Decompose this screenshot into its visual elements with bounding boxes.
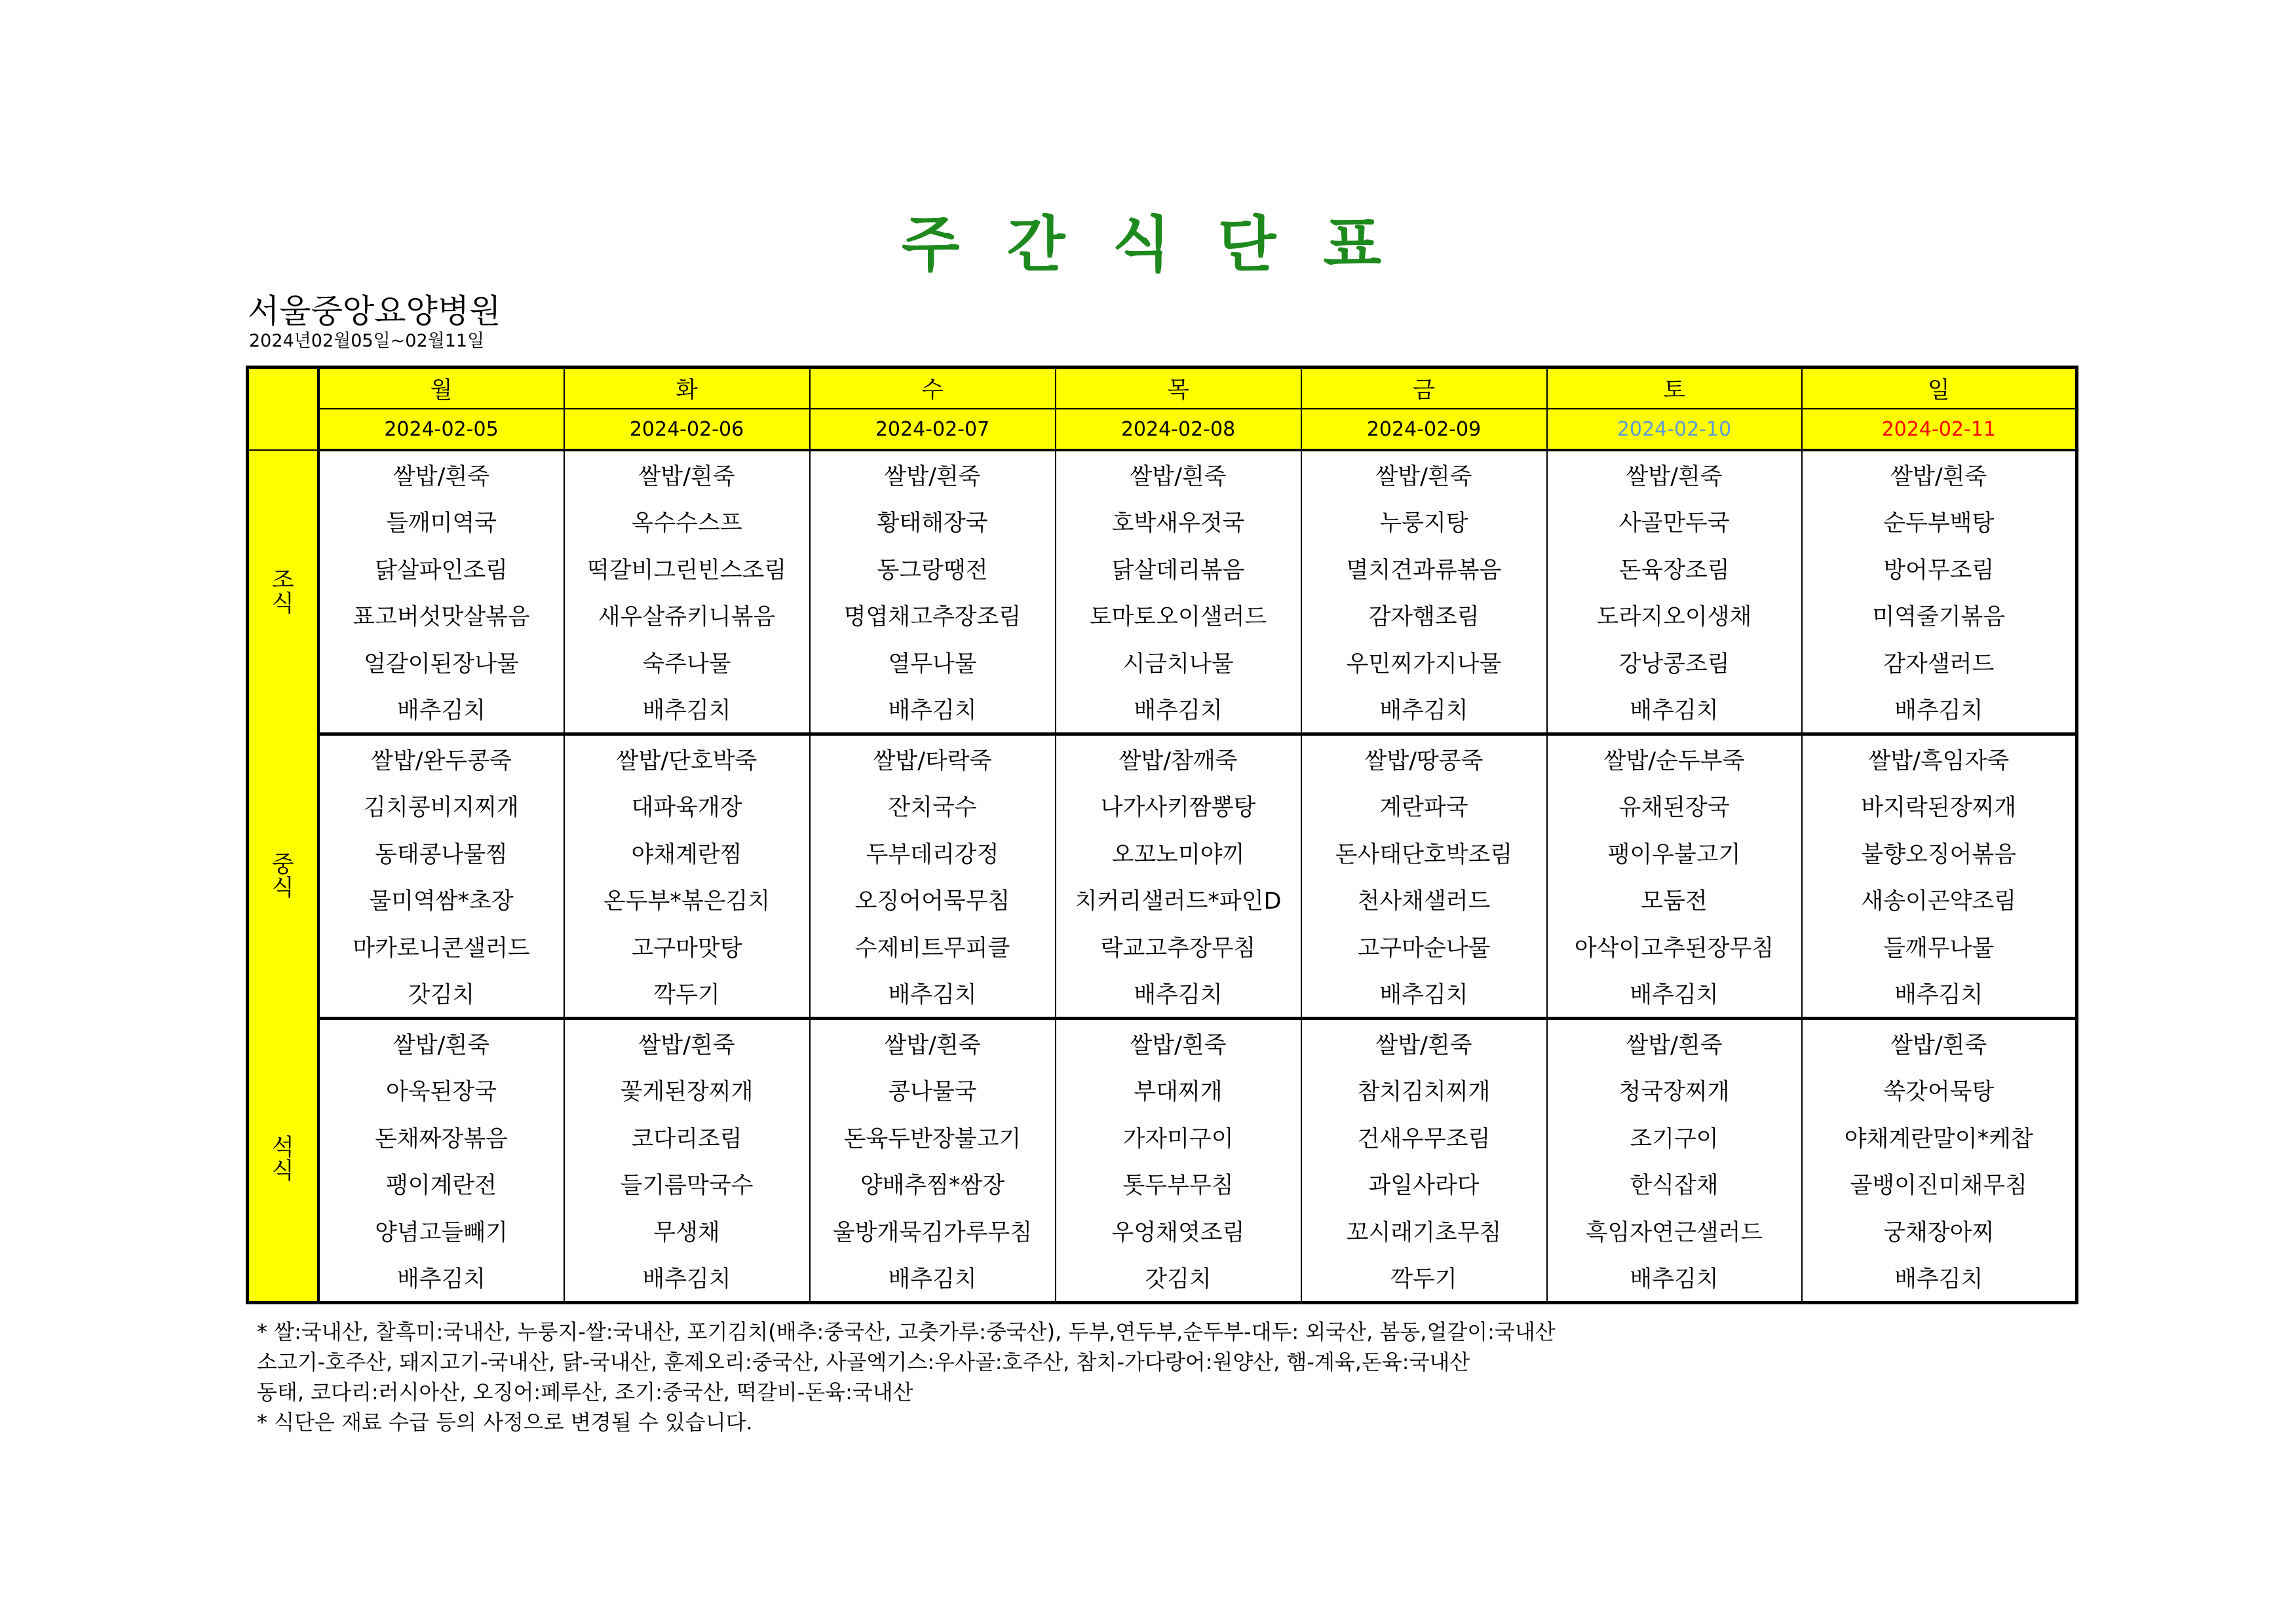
menu-item-cell: 쌀밥/흰죽: [1547, 1019, 1802, 1067]
menu-item-cell: 부대찌개: [1056, 1067, 1301, 1114]
menu-item-cell: 시금치나물: [1056, 639, 1301, 686]
weekly-menu-table: [246, 366, 2078, 1304]
menu-item-cell: 새송이곤약조림: [1802, 877, 2077, 924]
menu-item-cell: 꽃게된장찌개: [564, 1067, 810, 1114]
menu-item-cell: 오징어어묵무침: [810, 877, 1056, 924]
menu-item-cell: 들깨무나물: [1802, 923, 2077, 970]
menu-row: [248, 592, 2077, 639]
menu-row: [248, 639, 2077, 686]
menu-item-cell: 톳두부무침: [1056, 1161, 1301, 1208]
menu-item-cell: 수제비트무피클: [810, 923, 1056, 970]
menu-item-cell: 깍두기: [1301, 1255, 1547, 1303]
day-name-cell: 월: [318, 368, 564, 409]
menu-item-cell: 김치콩비지찌개: [318, 783, 564, 830]
menu-item-cell: 모둠전: [1547, 877, 1802, 924]
header-corner: [248, 368, 318, 451]
menu-item-cell: 바지락된장찌개: [1802, 783, 2077, 830]
date-cell: 2024-02-11: [1802, 409, 2077, 450]
menu-item-cell: 토마토오이샐러드: [1056, 592, 1301, 639]
menu-item-cell: 과일사라다: [1301, 1161, 1547, 1208]
menu-item-cell: 무생채: [564, 1207, 810, 1255]
menu-row: [248, 499, 2077, 546]
menu-item-cell: 떡갈비그린빈스조림: [564, 545, 810, 592]
menu-item-cell: 돈채짜장볶음: [318, 1114, 564, 1161]
menu-row: [248, 1255, 2077, 1303]
menu-item-cell: 배추김치: [1802, 1255, 2077, 1303]
menu-item-cell: 갓김치: [318, 970, 564, 1019]
menu-item-cell: 조기구이: [1547, 1114, 1802, 1161]
date-cell: 2024-02-09: [1301, 409, 1547, 450]
date-cell: 2024-02-10: [1547, 409, 1802, 450]
menu-item-cell: 옥수수스프: [564, 499, 810, 546]
menu-item-cell: 쌀밥/타락죽: [810, 734, 1056, 783]
menu-row: [248, 1019, 2077, 1067]
meal-label-text: 중 식: [271, 851, 294, 901]
menu-row: [248, 877, 2077, 924]
menu-item-cell: 아삭이고추된장무침: [1547, 923, 1802, 970]
menu-item-cell: 가자미구이: [1056, 1114, 1301, 1161]
menu-item-cell: 표고버섯맛살볶음: [318, 592, 564, 639]
menu-row: [248, 1161, 2077, 1208]
menu-item-cell: 청국장찌개: [1547, 1067, 1802, 1114]
day-header-row: [248, 368, 2077, 409]
menu-item-cell: 갓김치: [1056, 1255, 1301, 1303]
menu-item-cell: 한식잡채: [1547, 1161, 1802, 1208]
menu-item-cell: 돈육두반장불고기: [810, 1114, 1056, 1161]
menu-item-cell: 배추김치: [810, 1255, 1056, 1303]
menu-item-cell: 쌀밥/땅콩죽: [1301, 734, 1547, 783]
menu-item-cell: 명엽채고추장조림: [810, 592, 1056, 639]
menu-item-cell: 양배추찜*쌈장: [810, 1161, 1056, 1208]
hospital-name: 서울중앙요양병원: [248, 292, 501, 330]
menu-row: [248, 1067, 2077, 1114]
menu-item-cell: 배추김치: [1547, 686, 1802, 734]
menu-item-cell: 천사채샐러드: [1301, 877, 1547, 924]
menu-item-cell: 쑥갓어묵탕: [1802, 1067, 2077, 1114]
menu-item-cell: 쌀밥/흰죽: [1056, 1019, 1301, 1067]
menu-item-cell: 배추김치: [810, 970, 1056, 1019]
menu-item-cell: 배추김치: [1056, 686, 1301, 734]
menu-item-cell: 배추김치: [1802, 686, 2077, 734]
menu-item-cell: 계란파국: [1301, 783, 1547, 830]
menu-item-cell: 배추김치: [810, 686, 1056, 734]
menu-item-cell: 감자햄조림: [1301, 592, 1547, 639]
menu-item-cell: 쌀밥/흰죽: [318, 1019, 564, 1067]
menu-item-cell: 건새우무조림: [1301, 1114, 1547, 1161]
menu-item-cell: 숙주나물: [564, 639, 810, 686]
day-name-cell: 일: [1802, 368, 2077, 409]
menu-row: [248, 923, 2077, 970]
meal-label: [248, 734, 318, 1019]
menu-item-cell: 도라지오이생채: [1547, 592, 1802, 639]
note-line: 소고기-호주산, 돼지고기-국내산, 닭-국내산, 훈제오리:중국산, 사골엑기스:우사골:호주산, 참치-가다랑어:원양산, 햄-계육,돈육:국내산: [257, 1350, 1470, 1374]
menu-item-cell: 배추김치: [318, 1255, 564, 1303]
menu-item-cell: 쌀밥/흰죽: [1802, 450, 2077, 499]
menu-item-cell: 배추김치: [1301, 970, 1547, 1019]
menu-item-cell: 쌀밥/흰죽: [318, 450, 564, 499]
menu-item-cell: 미역줄기볶음: [1802, 592, 2077, 639]
menu-item-cell: 호박새우젓국: [1056, 499, 1301, 546]
date-cell: 2024-02-08: [1056, 409, 1301, 450]
menu-item-cell: 고구마순나물: [1301, 923, 1547, 970]
menu-item-cell: 배추김치: [1301, 686, 1547, 734]
day-name-cell: 화: [564, 368, 810, 409]
menu-item-cell: 두부데리강정: [810, 829, 1056, 877]
menu-item-cell: 골뱅이진미채무침: [1802, 1161, 2077, 1208]
date-cell: 2024-02-05: [318, 409, 564, 450]
menu-item-cell: 동태콩나물찜: [318, 829, 564, 877]
menu-item-cell: 열무나물: [810, 639, 1056, 686]
menu-item-cell: 콩나물국: [810, 1067, 1056, 1114]
day-name-cell: 목: [1056, 368, 1301, 409]
menu-item-cell: 배추김치: [1547, 970, 1802, 1019]
date-header-row: [248, 409, 2077, 450]
menu-row: [248, 686, 2077, 734]
menu-item-cell: 야채계란찜: [564, 829, 810, 877]
menu-item-cell: 순두부백탕: [1802, 499, 2077, 546]
menu-item-cell: 쌀밥/흰죽: [810, 1019, 1056, 1067]
menu-item-cell: 락교고추장무침: [1056, 923, 1301, 970]
menu-item-cell: 멸치견과류볶음: [1301, 545, 1547, 592]
menu-item-cell: 닭살데리볶음: [1056, 545, 1301, 592]
page-title: 주 간 식 단 표: [901, 210, 1395, 280]
menu-item-cell: 쌀밥/흑임자죽: [1802, 734, 2077, 783]
menu-item-cell: 배추김치: [318, 686, 564, 734]
menu-item-cell: 들기름막국수: [564, 1161, 810, 1208]
menu-item-cell: 치커리샐러드*파인D: [1056, 877, 1301, 924]
menu-item-cell: 배추김치: [1547, 1255, 1802, 1303]
menu-item-cell: 잔치국수: [810, 783, 1056, 830]
menu-item-cell: 황태해장국: [810, 499, 1056, 546]
menu-item-cell: 불향오징어볶음: [1802, 829, 2077, 877]
menu-item-cell: 쌀밥/흰죽: [1056, 450, 1301, 499]
menu-item-cell: 흑임자연근샐러드: [1547, 1207, 1802, 1255]
menu-item-cell: 쌀밥/흰죽: [1802, 1019, 2077, 1067]
menu-item-cell: 쌀밥/참깨죽: [1056, 734, 1301, 783]
menu-row: [248, 545, 2077, 592]
meal-label-text: 석 식: [271, 1135, 294, 1185]
note-line: * 쌀:국내산, 찰흑미:국내산, 누룽지-쌀:국내산, 포기김치(배추:중국산, 고춧가루:중국산), 두부,연두부,순두부-대두: 외국산, 봄동,얼갈이:국내산: [257, 1319, 1556, 1344]
menu-item-cell: 우엉채엿조림: [1056, 1207, 1301, 1255]
menu-item-cell: 쌀밥/흰죽: [564, 1019, 810, 1067]
menu-item-cell: 오꼬노미야끼: [1056, 829, 1301, 877]
menu-item-cell: 코다리조림: [564, 1114, 810, 1161]
menu-item-cell: 울방개묵김가루무침: [810, 1207, 1056, 1255]
meal-label: [248, 450, 318, 734]
menu-row: [248, 450, 2077, 499]
menu-item-cell: 꼬시래기초무침: [1301, 1207, 1547, 1255]
menu-item-cell: 양념고들빼기: [318, 1207, 564, 1255]
menu-item-cell: 깍두기: [564, 970, 810, 1019]
menu-item-cell: 방어무조림: [1802, 545, 2077, 592]
day-name-cell: 토: [1547, 368, 1802, 409]
menu-item-cell: 쌀밥/흰죽: [564, 450, 810, 499]
menu-item-cell: 우민찌가지나물: [1301, 639, 1547, 686]
menu-item-cell: 배추김치: [564, 686, 810, 734]
menu-item-cell: 팽이계란전: [318, 1161, 564, 1208]
menu-item-cell: 감자샐러드: [1802, 639, 2077, 686]
menu-item-cell: 야채계란말이*케찹: [1802, 1114, 2077, 1161]
menu-period: 2024년02월05일~02월11일: [249, 331, 485, 351]
menu-row: [248, 1207, 2077, 1255]
menu-row: [248, 829, 2077, 877]
menu-item-cell: 쌀밥/완두콩죽: [318, 734, 564, 783]
menu-item-cell: 팽이우불고기: [1547, 829, 1802, 877]
menu-item-cell: 사골만두국: [1547, 499, 1802, 546]
menu-item-cell: 쌀밥/단호박죽: [564, 734, 810, 783]
origin-notes: [257, 1317, 1556, 1437]
menu-item-cell: 고구마맛탕: [564, 923, 810, 970]
menu-item-cell: 동그랑땡전: [810, 545, 1056, 592]
meal-label: [248, 1019, 318, 1303]
menu-item-cell: 들깨미역국: [318, 499, 564, 546]
day-name-cell: 금: [1301, 368, 1547, 409]
day-name-cell: 수: [810, 368, 1056, 409]
menu-row: [248, 1114, 2077, 1161]
menu-item-cell: 대파육개장: [564, 783, 810, 830]
menu-item-cell: 마카로니콘샐러드: [318, 923, 564, 970]
menu-item-cell: 새우살쥬키니볶음: [564, 592, 810, 639]
menu-item-cell: 쌀밥/흰죽: [1301, 1019, 1547, 1067]
menu-item-cell: 강낭콩조림: [1547, 639, 1802, 686]
menu-item-cell: 온두부*볶은김치: [564, 877, 810, 924]
menu-item-cell: 쌀밥/흰죽: [1301, 450, 1547, 499]
menu-item-cell: 궁채장아찌: [1802, 1207, 2077, 1255]
menu-item-cell: 물미역쌈*초장: [318, 877, 564, 924]
date-cell: 2024-02-07: [810, 409, 1056, 450]
menu-item-cell: 유채된장국: [1547, 783, 1802, 830]
note-line: 동태, 코다리:러시아산, 오징어:페루산, 조기:중국산, 떡갈비-돈육:국내산: [257, 1380, 913, 1405]
menu-item-cell: 배추김치: [564, 1255, 810, 1303]
menu-item-cell: 얼갈이된장나물: [318, 639, 564, 686]
menu-item-cell: 닭살파인조림: [318, 545, 564, 592]
menu-item-cell: 쌀밥/순두부죽: [1547, 734, 1802, 783]
menu-row: [248, 783, 2077, 830]
menu-item-cell: 배추김치: [1802, 970, 2077, 1019]
menu-item-cell: 아욱된장국: [318, 1067, 564, 1114]
menu-item-cell: 쌀밥/흰죽: [1547, 450, 1802, 499]
menu-item-cell: 돈사태단호박조림: [1301, 829, 1547, 877]
menu-row: [248, 970, 2077, 1019]
menu-item-cell: 참치김치찌개: [1301, 1067, 1547, 1114]
menu-item-cell: 배추김치: [1056, 970, 1301, 1019]
date-cell: 2024-02-06: [564, 409, 810, 450]
menu-item-cell: 돈육장조림: [1547, 545, 1802, 592]
note-line: * 식단은 재료 수급 등의 사정으로 변경될 수 있습니다.: [257, 1410, 753, 1435]
menu-item-cell: 쌀밥/흰죽: [810, 450, 1056, 499]
menu-row: [248, 734, 2077, 783]
menu-item-cell: 누룽지탕: [1301, 499, 1547, 546]
meal-label-text: 조 식: [271, 567, 294, 618]
menu-item-cell: 나가사키짬뽕탕: [1056, 783, 1301, 830]
